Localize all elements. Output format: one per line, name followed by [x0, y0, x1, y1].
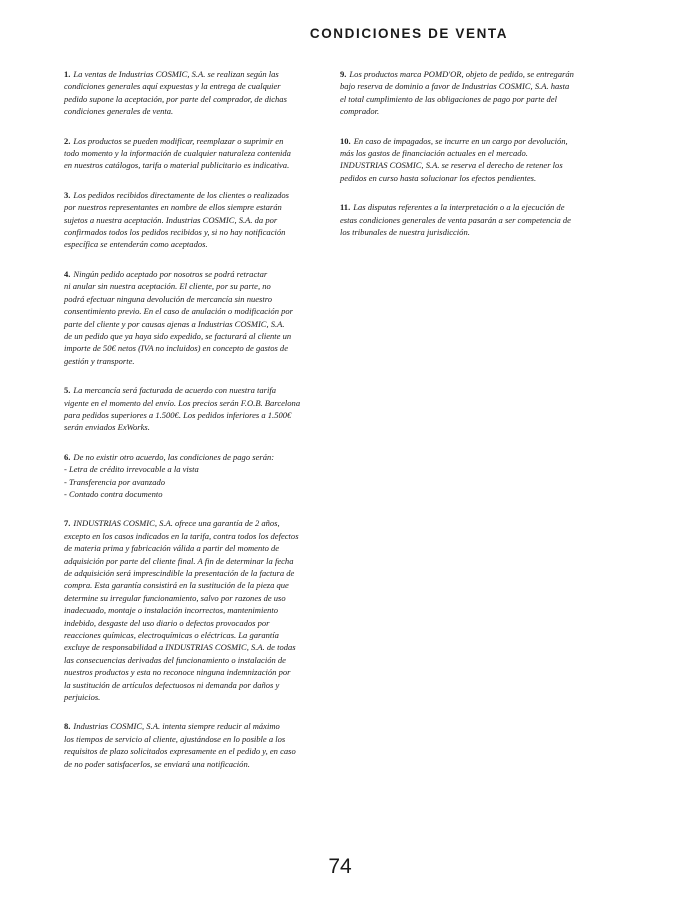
clause-number: 8.	[64, 721, 71, 732]
clause-number: 4.	[64, 268, 71, 279]
clause-text: - Transferencia por avanzado	[64, 476, 166, 487]
clause-7	[64, 517, 326, 703]
clause-1	[64, 68, 326, 118]
clause-text: específica se entenderán como aceptados.	[64, 239, 208, 250]
clause-number: 7.	[64, 518, 71, 529]
page-title: CONDICIONES DE VENTA	[309, 26, 509, 41]
clause-text: por nuestros representantes en nombre de ellos siempre estarán	[64, 202, 282, 213]
clause-text: la sustitución de artículos defectuosos ni demanda por daños y	[64, 679, 280, 690]
clause-text: INDUSTRIAS COSMIC, S.A. se reserva el derecho de retener los	[340, 160, 563, 171]
clause-line	[340, 80, 616, 92]
clause-text: podrá efectuar ninguna devolución de mercancía sin nuestro	[64, 293, 273, 304]
clause-line	[64, 384, 326, 396]
clause-number: 10.	[340, 135, 351, 146]
clause-line	[64, 567, 326, 579]
clause-text: estas condiciones generales de venta pasarán a ser competencia de	[340, 214, 571, 225]
clause-line	[64, 720, 326, 732]
clause-line	[64, 604, 326, 616]
clause-line	[340, 201, 616, 213]
clause-text: indebido, desgaste del uso diario o defectos provocados por	[64, 617, 270, 628]
clause-line	[64, 355, 326, 367]
clause-text: excluye de responsabilidad a INDUSTRIAS COSMIC, S.A. de todas	[64, 642, 296, 653]
clause-text: todo momento y la información de cualquier naturaleza contenida	[64, 148, 291, 159]
clause-text: el total cumplimiento de las obligaciones de pago por parte del	[340, 93, 557, 104]
clause-number: 1.	[64, 69, 71, 79]
clause-text: reacciones químicas, electroquímicas o eléctricas. La garantía	[64, 630, 279, 641]
clause-text: ni anular sin nuestra aceptación. El cliente, por su parte, no	[64, 281, 271, 292]
clause-line	[340, 93, 616, 105]
clause-line	[64, 530, 326, 542]
clause-text: gestión y transporte.	[64, 355, 135, 366]
clause-line	[64, 342, 326, 354]
clause-text: vigente en el momento del envío. Los precios serán F.O.B. Barcelona	[64, 397, 301, 408]
clause-line	[64, 201, 326, 213]
clause-text: INDUSTRIAS COSMIC, S.A. ofrece una garantía de 2 años,	[73, 518, 280, 529]
clause-line	[340, 159, 616, 171]
clause-number: 2.	[64, 135, 71, 146]
clause-text: más los gastos de financiación actuales en el mercado.	[340, 148, 528, 159]
clause-line	[64, 579, 326, 591]
clause-text: de no poder satisfacerlos, se enviará una notificación.	[64, 758, 250, 769]
clause-number: 6.	[64, 451, 71, 462]
clause-line	[64, 105, 326, 117]
clause-line	[64, 654, 326, 666]
clause-text: confirmados todos los pedidos recibidos y, si no hay notificación	[64, 227, 286, 238]
clause-line	[64, 421, 326, 433]
clause-text: condiciones generales de venta.	[64, 106, 174, 117]
clause-text: perjuicios.	[64, 692, 101, 703]
clause-line	[64, 517, 326, 529]
clause-line	[64, 293, 326, 305]
clause-line	[340, 68, 616, 80]
clause-line	[64, 93, 326, 105]
clause-text: de un pedido que ya haya sido expedido, se facturará al cliente un	[64, 330, 292, 341]
clause-line	[64, 451, 326, 463]
clause-text: adquisición por parte del cliente final. A fin de determinar la fecha	[64, 555, 294, 566]
clause-text: compra. Esta garantía consistirá en la sustitución de la pieza que	[64, 580, 289, 591]
clause-line	[64, 679, 326, 691]
clause-text: determine su irregular funcionamiento, salvo por razones de uso	[64, 592, 286, 603]
clause-line	[340, 226, 616, 238]
clause-5	[64, 384, 326, 434]
clause-line	[64, 280, 326, 292]
clause-line	[340, 172, 616, 184]
clause-line	[64, 666, 326, 678]
clause-3	[64, 189, 326, 251]
clause-text: condiciones generales aquí expuestas y la entrega de cualquier	[64, 81, 281, 92]
clause-line	[64, 214, 326, 226]
clause-line	[340, 214, 616, 226]
clause-text: bajo reserva de dominio a favor de Industrias COSMIC, S.A. hasta	[340, 81, 570, 92]
clause-number: 11.	[340, 202, 351, 213]
clause-line	[64, 488, 326, 500]
clause-line	[64, 758, 326, 770]
clause-text: parte del cliente y por causas ajenas a Industrias COSMIC, S.A.	[64, 318, 285, 329]
clause-line	[64, 397, 326, 409]
clause-line	[340, 147, 616, 159]
clause-text: - Letra de crédito irrevocable a la vista	[64, 464, 199, 475]
clause-text: en nuestros catálogos, tarifa o material publicitario es indicativa.	[64, 160, 290, 171]
clause-text: La mercancía será facturada de acuerdo con nuestra tarifa	[73, 385, 276, 396]
clause-text: los tiempos de servicio al cliente, ajustándose en lo posible a los	[64, 733, 286, 744]
clause-line	[64, 189, 326, 201]
clause-line	[64, 691, 326, 703]
clause-text: Los productos marca POMD'OR, objeto de pedido, se entregarán	[349, 69, 574, 79]
clause-line	[64, 409, 326, 421]
clause-text: Los pedidos recibidos directamente de los clientes o realizados	[73, 189, 289, 200]
page-number: 74	[328, 855, 352, 878]
clause-line	[64, 68, 326, 80]
clause-line	[64, 463, 326, 475]
clause-text: consentimiento previo. En el caso de anulación o modificación por	[64, 306, 293, 317]
clause-text: excepto en los casos indicados en la tarifa, contra todos los defectos	[64, 530, 299, 541]
clause-text: de materia prima y fabricación válida a partir del momento de	[64, 543, 280, 554]
clause-line	[64, 542, 326, 554]
clause-line	[64, 555, 326, 567]
clause-number: 3.	[64, 189, 71, 200]
clause-text: Ningún pedido aceptado por nosotros se podrá retractar	[73, 268, 268, 279]
clause-number: 5.	[64, 385, 71, 396]
clause-10	[340, 135, 616, 185]
clause-text: Las disputas referentes a la interpretación o a la ejecución de	[353, 202, 565, 213]
clause-line	[64, 330, 326, 342]
clause-line	[340, 105, 616, 117]
clause-11	[340, 201, 616, 238]
clause-line	[64, 159, 326, 171]
clause-4	[64, 268, 326, 367]
clause-line	[64, 238, 326, 250]
clause-line	[64, 745, 326, 757]
clause-line	[64, 268, 326, 280]
clause-line	[64, 476, 326, 488]
clause-text: En caso de impagados, se incurre en un cargo por devolución,	[353, 135, 568, 146]
clause-line	[64, 80, 326, 92]
clause-text: importe de 50€ netos (IVA no incluidos) en concepto de gastos de	[64, 343, 288, 354]
clause-line	[64, 617, 326, 629]
clause-line	[64, 733, 326, 745]
clause-line	[64, 641, 326, 653]
clause-text: inadecuado, montaje o instalación incorrectos, mantenimiento	[64, 605, 279, 616]
clause-text: comprador.	[340, 106, 380, 117]
clause-line	[64, 592, 326, 604]
clause-text: para pedidos superiores a 1.500€. Los pedidos inferiores a 1.500€	[64, 409, 292, 420]
clause-line	[340, 135, 616, 147]
clause-text: de adquisición será imprescindible la presentación de la factura de	[64, 568, 295, 578]
clause-text: De no existir otro acuerdo, las condiciones de pago serán:	[73, 451, 275, 462]
clause-line	[64, 147, 326, 159]
clause-text: requisitos de plazo solicitados expresamente en el pedido y, en caso	[64, 746, 296, 757]
clause-6	[64, 451, 326, 501]
clause-text: los tribunales de nuestra jurisdicción.	[340, 227, 470, 238]
clause-number: 9.	[340, 69, 347, 79]
clause-9	[340, 68, 616, 118]
clause-2	[64, 135, 326, 172]
clause-line	[64, 135, 326, 147]
clause-line	[64, 629, 326, 641]
clause-text: serán enviados ExWorks.	[64, 422, 150, 433]
clause-8	[64, 720, 326, 770]
clause-text: Industrias COSMIC, S.A. intenta siempre reducir al máximo	[73, 721, 280, 732]
clause-text: sujetos a nuestra aceptación. Industrias COSMIC, S.A. da por	[64, 214, 278, 225]
clause-text: Los productos se pueden modificar, reemplazar o suprimir en	[73, 135, 284, 146]
clause-line	[64, 305, 326, 317]
clause-text: La ventas de Industrias COSMIC, S.A. se realizan según las	[73, 69, 279, 79]
clause-text: pedidos en curso hasta solucionar los efectos pendientes.	[340, 172, 537, 183]
clause-text: - Contado contra documento	[64, 488, 163, 499]
clause-text: pedido supone la aceptación, por parte del comprador, de dichas	[64, 93, 287, 104]
clause-line	[64, 226, 326, 238]
clause-line	[64, 318, 326, 330]
right-column	[340, 68, 616, 255]
clause-text: las consecuencias derivadas del funcionamiento o instalación de	[64, 654, 286, 665]
clause-text: nuestros productos y esta no reconoce ninguna indemnización por	[64, 667, 291, 678]
left-column	[64, 68, 326, 787]
